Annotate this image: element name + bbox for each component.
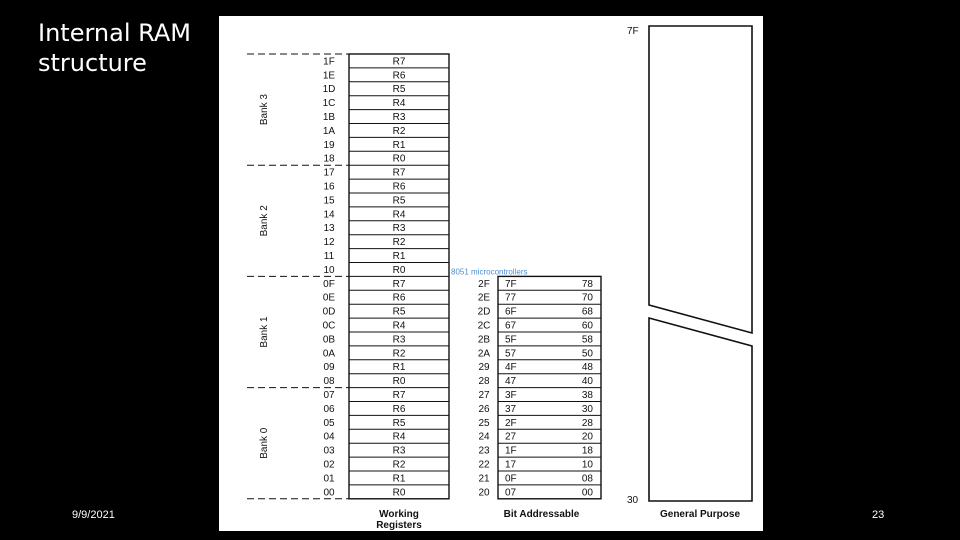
bit-byte-address: 22 bbox=[478, 459, 490, 471]
register-address: 02 bbox=[323, 459, 335, 471]
register-address: 03 bbox=[323, 445, 335, 457]
bit-high-address: 67 bbox=[505, 320, 517, 332]
watermark: 8051 microcontrollers bbox=[451, 267, 528, 277]
bit-high-address: 3F bbox=[505, 390, 517, 401]
register-name: R4 bbox=[392, 98, 406, 110]
bit-byte-address: 23 bbox=[478, 445, 490, 457]
bit-high-address: 77 bbox=[505, 292, 517, 304]
register-address: 07 bbox=[323, 390, 335, 401]
register-address: 1A bbox=[322, 125, 336, 137]
ram-diagram bbox=[219, 16, 763, 531]
register-address: 0D bbox=[322, 306, 336, 318]
register-name: R7 bbox=[392, 390, 406, 401]
bank-label: Bank 1 bbox=[259, 316, 270, 348]
bit-byte-address: 28 bbox=[478, 376, 490, 388]
bit-low-address: 10 bbox=[581, 459, 593, 471]
bit-low-address: 00 bbox=[581, 487, 593, 499]
bit-low-address: 48 bbox=[581, 362, 593, 374]
bit-low-address: 60 bbox=[581, 320, 593, 332]
register-name: R5 bbox=[392, 84, 406, 96]
register-address: 0C bbox=[322, 320, 336, 332]
page-number: 23 bbox=[872, 509, 885, 521]
bit-byte-address: 24 bbox=[478, 431, 490, 443]
general-purpose-top-address: 7F bbox=[627, 26, 639, 37]
register-name: R0 bbox=[392, 264, 406, 276]
register-address: 01 bbox=[323, 473, 335, 485]
bit-low-address: 58 bbox=[581, 334, 593, 346]
register-address: 08 bbox=[323, 376, 335, 388]
register-name: R5 bbox=[392, 417, 406, 429]
register-address: 05 bbox=[323, 417, 335, 429]
register-address: 0A bbox=[322, 348, 336, 360]
bit-high-address: 2F bbox=[505, 417, 517, 429]
register-address: 00 bbox=[323, 487, 335, 499]
register-name: R2 bbox=[392, 237, 406, 249]
register-address: 15 bbox=[323, 195, 335, 207]
register-name: R3 bbox=[392, 223, 406, 235]
general-purpose-lower bbox=[649, 318, 752, 501]
register-name: R3 bbox=[392, 334, 406, 346]
register-address: 1F bbox=[323, 56, 335, 68]
register-name: R7 bbox=[392, 278, 406, 290]
register-name: R0 bbox=[392, 376, 406, 388]
bit-low-address: 70 bbox=[581, 292, 593, 304]
register-name: R7 bbox=[392, 56, 406, 68]
bit-high-address: 07 bbox=[505, 487, 517, 499]
register-address: 14 bbox=[323, 209, 335, 221]
register-address: 1D bbox=[322, 84, 336, 96]
register-address: 16 bbox=[323, 181, 335, 193]
register-address: 0E bbox=[322, 292, 336, 304]
register-name: R1 bbox=[392, 251, 406, 262]
bit-high-address: 37 bbox=[505, 403, 517, 415]
bit-low-address: 28 bbox=[581, 417, 593, 429]
bit-low-address: 68 bbox=[581, 306, 593, 318]
bit-byte-address: 29 bbox=[478, 362, 490, 374]
register-address: 1C bbox=[322, 98, 336, 110]
bit-high-address: 4F bbox=[505, 362, 517, 374]
bit-low-address: 30 bbox=[581, 403, 593, 415]
bit-low-address: 38 bbox=[581, 390, 593, 401]
register-name: R3 bbox=[392, 445, 406, 457]
general-purpose-upper bbox=[649, 26, 752, 333]
bit-byte-address: 27 bbox=[478, 390, 490, 401]
caption-bit-addressable: Bit Addressable bbox=[503, 509, 580, 520]
bit-byte-address: 2E bbox=[477, 292, 491, 304]
bit-low-address: 40 bbox=[581, 376, 593, 388]
register-address: 04 bbox=[323, 431, 335, 443]
bit-byte-address: 2B bbox=[477, 334, 491, 346]
bit-high-address: 27 bbox=[505, 431, 517, 443]
caption-registers: Registers bbox=[376, 520, 422, 531]
register-name: R2 bbox=[392, 348, 406, 360]
bit-high-address: 6F bbox=[505, 306, 517, 318]
bank-label: Bank 2 bbox=[259, 205, 270, 237]
caption-working: Working bbox=[379, 509, 419, 520]
register-name: R4 bbox=[392, 320, 406, 332]
register-address: 0B bbox=[322, 334, 336, 346]
bit-byte-address: 21 bbox=[478, 473, 490, 485]
ram-diagram-svg bbox=[219, 16, 763, 531]
bit-low-address: 20 bbox=[581, 431, 593, 443]
register-address: 06 bbox=[323, 403, 335, 415]
bit-high-address: 57 bbox=[505, 348, 517, 360]
slide-title: Internal RAM structure bbox=[38, 19, 191, 77]
register-address: 1B bbox=[322, 112, 336, 123]
register-name: R6 bbox=[392, 292, 406, 304]
bit-byte-address: 2C bbox=[477, 320, 491, 332]
bit-low-address: 08 bbox=[581, 473, 593, 485]
register-name: R0 bbox=[392, 153, 406, 165]
register-name: R2 bbox=[392, 459, 406, 471]
register-name: R6 bbox=[392, 403, 406, 415]
caption-general-purpose: General Purpose bbox=[659, 509, 741, 520]
register-address: 19 bbox=[323, 139, 335, 151]
register-address: 11 bbox=[323, 251, 335, 262]
register-name: R4 bbox=[392, 431, 406, 443]
register-name: R5 bbox=[392, 195, 406, 207]
bit-low-address: 50 bbox=[581, 348, 593, 360]
register-name: R6 bbox=[392, 181, 406, 193]
register-address: 13 bbox=[323, 223, 335, 235]
register-name: R7 bbox=[392, 167, 406, 179]
register-name: R3 bbox=[392, 112, 406, 123]
register-name: R2 bbox=[392, 125, 406, 137]
register-name: R1 bbox=[392, 139, 406, 151]
bit-byte-address: 20 bbox=[478, 487, 490, 499]
register-name: R4 bbox=[392, 209, 406, 221]
register-name: R1 bbox=[392, 362, 406, 374]
bank-label: Bank 0 bbox=[259, 427, 270, 459]
bit-high-address: 17 bbox=[505, 459, 517, 471]
register-address: 10 bbox=[323, 264, 335, 276]
bit-high-address: 1F bbox=[505, 445, 517, 457]
register-address: 1E bbox=[322, 70, 336, 82]
register-name: R1 bbox=[392, 473, 406, 485]
bit-high-address: 47 bbox=[505, 376, 517, 388]
bit-high-address: 7F bbox=[505, 278, 517, 290]
general-purpose-bottom-address: 30 bbox=[627, 495, 639, 506]
bit-byte-address: 25 bbox=[478, 417, 490, 429]
register-address: 12 bbox=[323, 237, 335, 249]
register-address: 18 bbox=[323, 153, 335, 165]
bit-byte-address: 2F bbox=[478, 278, 490, 290]
bank-label: Bank 3 bbox=[259, 94, 270, 126]
bit-low-address: 18 bbox=[581, 445, 593, 457]
bit-low-address: 78 bbox=[581, 278, 593, 290]
register-name: R6 bbox=[392, 70, 406, 82]
bit-byte-address: 2A bbox=[477, 348, 491, 360]
register-address: 0F bbox=[323, 278, 335, 290]
bit-byte-address: 26 bbox=[478, 403, 490, 415]
register-name: R5 bbox=[392, 306, 406, 318]
register-name: R0 bbox=[392, 487, 406, 499]
bit-high-address: 0F bbox=[505, 473, 517, 485]
footer-date: 9/9/2021 bbox=[72, 509, 115, 521]
bit-byte-address: 2D bbox=[477, 306, 491, 318]
register-address: 17 bbox=[323, 167, 335, 179]
register-address: 09 bbox=[323, 362, 335, 374]
bit-high-address: 5F bbox=[505, 334, 517, 346]
